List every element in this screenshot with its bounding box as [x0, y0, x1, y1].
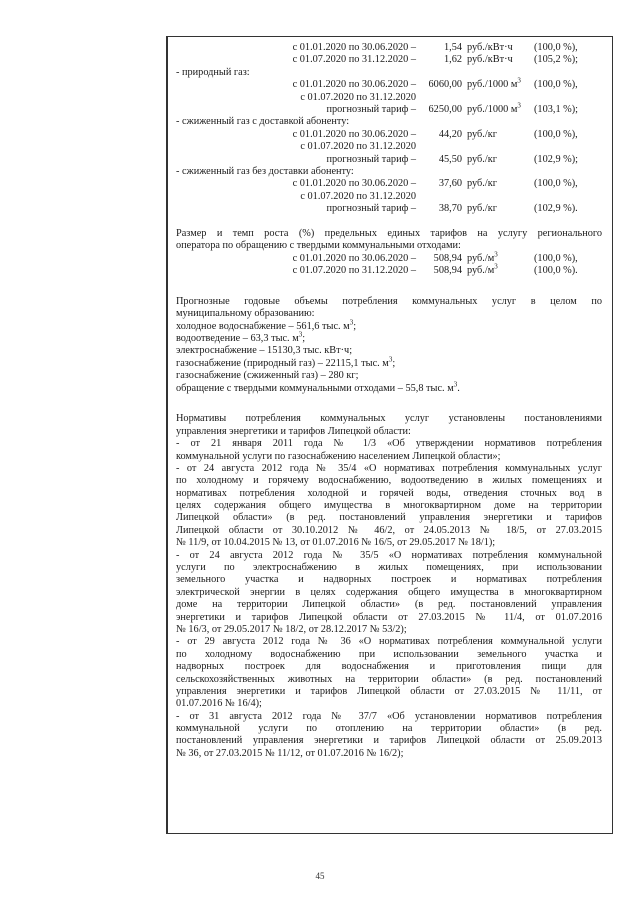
tariff-growth-percent: (100,0 %), — [534, 128, 578, 140]
normatives-line: № 16/3, от 29.05.2017 № 18/2, от 28.12.2017 № 53/2); — [176, 623, 407, 635]
normatives-line: - от 21 января 2011 года № 1/3 «Об утверждении нормативов потребления — [176, 438, 602, 450]
tariff-growth-percent: (100,0 %), — [534, 42, 578, 53]
waste-intro-line: оператора по обращению с твердыми коммунальными отходами: — [176, 240, 461, 252]
unit-superscript: 3 — [349, 318, 354, 327]
tariff-row — [176, 191, 602, 203]
tariff-period-label: с 01.01.2020 по 30.06.2020 – — [292, 178, 416, 190]
tariff-period-label: с 01.07.2020 по 31.12.2020 — [300, 190, 416, 202]
unit-superscript: 3 — [388, 355, 393, 364]
document-content — [176, 42, 602, 760]
normatives-line: надворных построек для водоснабжения и приготовления пищи для — [176, 661, 602, 673]
normatives-line: № 11/9, от 10.04.2015 № 13, от 01.07.2016 № 16/5, от 29.05.2017 № 18/1); — [176, 537, 496, 549]
tariff-growth-percent: (105,2 %); — [534, 54, 579, 66]
lpg-no-delivery-header: - сжиженный газ без доставки абоненту: — [176, 165, 354, 177]
tariff-period-label: с 01.07.2020 по 31.12.2020 — [300, 91, 416, 103]
tariff-row — [176, 250, 602, 265]
tariff-growth-percent: (100,0 %), — [534, 178, 578, 190]
tariff-row — [176, 101, 602, 116]
unit-superscript: 3 — [494, 262, 498, 271]
normatives-section — [176, 413, 602, 760]
normatives-line: № 36, от 27.03.2015 № 11/12, от 01.07.2016 № 16/2); — [176, 747, 404, 759]
volume-item: холодное водоснабжение – 561,6 тыс. $м^3$; — [176, 318, 357, 332]
volumes-intro-line: муниципальному образованию: — [176, 308, 315, 320]
tariff-value: 508,94 — [433, 265, 462, 277]
tariff-row — [176, 154, 602, 166]
tariff-row — [176, 92, 602, 104]
normatives-line: доме на территории Липецкой области» (в ред. постановлений управления — [176, 599, 602, 611]
unit-superscript: 3 — [494, 250, 498, 259]
tariff-value: 6250,00 — [428, 103, 462, 115]
normatives-line: - от 24 августа 2012 года № 35/5 «О нормативах потребления коммунальной — [176, 549, 602, 561]
tariff-unit: руб./кг — [467, 153, 497, 165]
tariff-row — [176, 203, 602, 215]
tariff-period-label: с 01.01.2020 по 30.06.2020 – — [292, 42, 416, 53]
normatives-line: нормативах потребления холодной и горячей воды, отведения сточных вод в — [176, 487, 602, 499]
normatives-line: - от 29 августа 2012 года № 36 «О нормативах потребления коммунальной услуги — [176, 636, 602, 648]
normatives-line: постановлений управления энергетики и тарифов Липецкой области от 25.09.2013 — [176, 735, 602, 747]
tariff-row — [176, 178, 602, 190]
tariff-growth-percent: (100,0 %), — [534, 252, 578, 264]
tariff-period-label: с 01.01.2020 по 30.06.2020 – — [292, 252, 416, 264]
tariff-growth-percent: (100,0 %), — [534, 79, 578, 91]
unit-superscript: 3 — [298, 330, 303, 339]
normatives-line: электрической энергии в целях содержания общего имущества в многоквартирном — [176, 586, 602, 598]
tariff-row — [176, 141, 602, 153]
lpg-delivery-header: - сжиженный газ с доставкой абоненту: — [176, 116, 350, 128]
tariff-value: 1,54 — [443, 42, 462, 53]
tariff-value: 45,50 — [438, 153, 462, 165]
tariff-unit: руб./кг — [467, 203, 497, 215]
tariff-row — [176, 262, 602, 277]
tariff-value: 508,94 — [433, 252, 462, 264]
normatives-line: сельскохозяйственных животных на территории области» (в ред. постановлений — [176, 673, 602, 685]
normatives-line: коммунальной услуги по отоплению на территории области» (в ред. — [176, 723, 602, 735]
tariff-unit: $руб./м^3$ — [467, 250, 498, 264]
tariff-unit: $руб./м^3$ — [467, 262, 498, 277]
tariff-row — [176, 54, 602, 66]
volume-item: газоснабжение (природный газ) – 22115,1 тыс. $м^3$; — [176, 355, 396, 369]
normatives-line: 01.07.2016 № 16/4); — [176, 698, 262, 710]
waste-rates — [176, 250, 602, 278]
unit-superscript: 3 — [517, 76, 521, 85]
tariff-growth-percent: (102,9 %). — [534, 203, 578, 215]
lpg-no-delivery-rates — [176, 178, 602, 215]
tariff-period-label: с 01.01.2020 по 30.06.2020 – — [292, 128, 416, 140]
tariff-period-label: прогнозный тариф – — [326, 153, 416, 165]
tariff-unit: руб./кг — [467, 128, 497, 140]
tariff-growth-percent: (102,9 %); — [534, 153, 579, 165]
natural-gas-rates — [176, 76, 602, 116]
volumes-list — [176, 318, 602, 395]
normatives-line: Нормативы потребления коммунальных услуг установлены постановлениями — [176, 413, 602, 425]
normatives-line: - от 24 августа 2012 года № 35/4 «О нормативах потребления коммунальных услуг — [176, 462, 602, 474]
normatives-line: по холодному водоснабжению при использовании земельного участка и — [176, 648, 602, 660]
normatives-line: услуги по электроснабжению в жилых помещениях, при использовании — [176, 562, 602, 574]
waste-intro — [176, 228, 602, 253]
tariff-value: 6060,00 — [428, 79, 462, 91]
tariff-unit: руб./кВт·ч — [467, 42, 513, 53]
tariff-value: 37,60 — [438, 178, 462, 190]
volumes-intro-line: Прогнозные годовые объемы потребления коммунальных услуг в целом по — [176, 295, 602, 307]
normatives-line: Липецкой области» (в ред. постановлений управления энергетики и тарифов — [176, 512, 602, 524]
volume-item: обращение с твердыми коммунальными отходами – 55,8 тыс. $м^3$. — [176, 380, 460, 394]
tariff-value: 38,70 — [438, 203, 462, 215]
tariff-period-label: с 01.01.2020 по 30.06.2020 – — [292, 79, 416, 91]
page-number: 45 — [315, 871, 325, 881]
volume-item: электроснабжение – 15130,3 тыс. кВт·ч; — [176, 345, 353, 357]
volume-item: водоотведение – 63,3 тыс. $м^3$; — [176, 330, 306, 344]
tariff-period-label: прогнозный тариф – — [326, 203, 416, 215]
tariff-period-label: прогнозный тариф – — [326, 103, 416, 115]
tariff-growth-percent: (103,1 %); — [534, 103, 579, 115]
tariff-period-label: с 01.07.2020 по 31.12.2020 — [300, 141, 416, 153]
unit-superscript: 3 — [453, 380, 458, 389]
tariff-row — [176, 129, 602, 141]
tariff-value: 1,62 — [443, 54, 462, 66]
normatives-line: коммунальной услуги по газоснабжению населением Липецкой области»; — [176, 450, 501, 462]
volumes-intro — [176, 296, 602, 321]
tariff-value: 44,20 — [438, 128, 462, 140]
normatives-line: Липецкой области от 30.10.2012 № 46/2, от 24.05.2013 № 18/5, от 27.03.2015 — [176, 524, 602, 536]
tariff-growth-percent: (100,0 %). — [534, 265, 578, 277]
tariff-row — [176, 76, 602, 91]
normatives-line: по холодному и горячему водоснабжению, водоотведению в жилых помещениях и — [176, 475, 602, 487]
tariff-unit: руб./1000 $м^3$ — [467, 76, 521, 91]
normatives-line: управления энергетики и тарифов Липецкой области от 27.03.2015 № 11/11, от — [176, 685, 602, 697]
normatives-line: целях содержания общего имущества в многоквартирном доме на территории — [176, 500, 602, 512]
normatives-line: - от 31 августа 2012 года № 37/7 «Об установлении нормативов потребления — [176, 710, 602, 722]
lpg-delivery-rates — [176, 129, 602, 166]
unit-superscript: 3 — [517, 101, 521, 110]
normatives-line: земельного участка и надворных построек и нормативах потребления — [176, 574, 602, 586]
tariff-unit: руб./кВт·ч — [467, 54, 513, 66]
normatives-line: энергетики и тарифов Липецкой области от 27.03.2015 № 11/4, от 01.07.2016 — [176, 611, 602, 623]
tariff-period-label: с 01.07.2020 по 31.12.2020 – — [292, 54, 416, 66]
waste-intro-line: Размер и темп роста (%) предельных единых тарифов на услугу регионального — [176, 227, 602, 239]
tariff-period-label: с 01.07.2020 по 31.12.2020 – — [292, 265, 416, 277]
tariff-row — [176, 42, 602, 54]
natural-gas-header: - природный газ: — [176, 66, 250, 78]
volume-item: газоснабжение (сжиженный газ) – 280 кг; — [176, 370, 359, 382]
tariff-unit: руб./кг — [467, 178, 497, 190]
tariff-unit: руб./1000 $м^3$ — [467, 101, 521, 115]
normatives-line: управления энергетики и тарифов Липецкой области: — [176, 425, 411, 437]
electricity-rates — [176, 42, 602, 67]
